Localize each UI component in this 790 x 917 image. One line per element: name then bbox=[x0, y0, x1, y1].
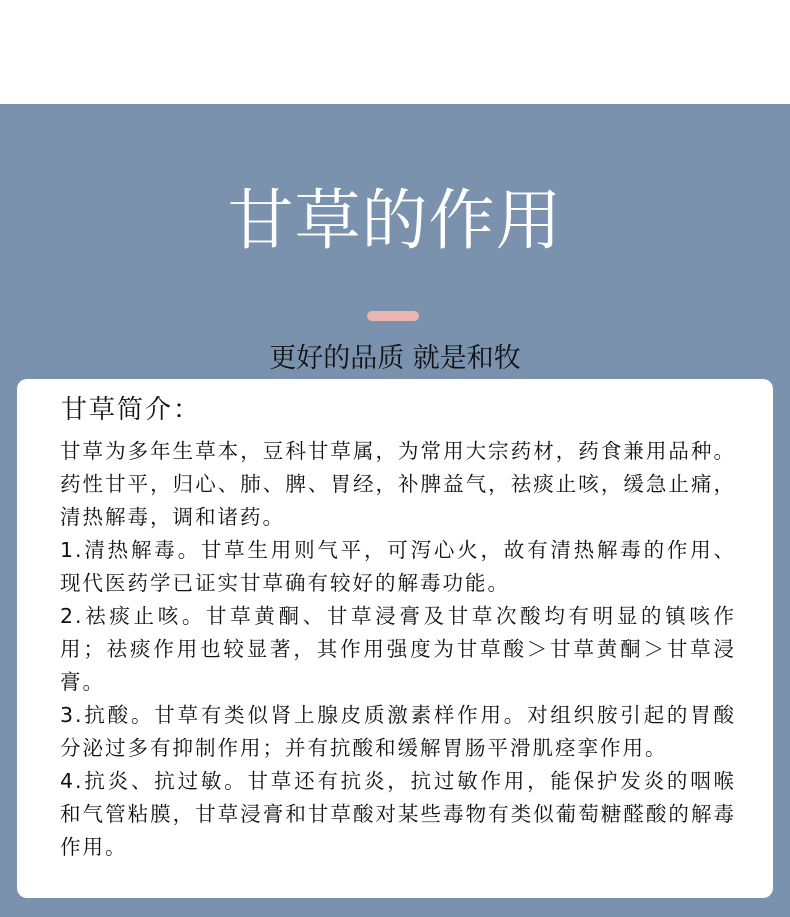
slogan: 更好的品质 就是和牧 bbox=[269, 343, 521, 374]
card-heading: 甘草简介： bbox=[61, 395, 202, 425]
paragraph-item-4: 4.抗炎、抗过敏。甘草还有抗炎，抗过敏作用，能保护发炎的咽喉和气管粘膜，甘草浸膏和甘草酸对某些毒物有类似葡萄糖醛酸的解毒作用。 bbox=[60, 769, 736, 859]
card-body bbox=[60, 435, 736, 864]
paragraph-intro: 甘草为多年生草本，豆科甘草属，为常用大宗药材，药食兼用品种。药性甘平，归心、肺、脾、胃经，补脾益气，祛痰止咳，缓急止痛，清热解毒，调和诸药。 bbox=[60, 439, 736, 529]
paragraph-item-2: 2.祛痰止咳。甘草黄酮、甘草浸膏及甘草次酸均有明显的镇咳作用；祛痰作用也较显著，其作用强度为甘草酸＞甘草黄酮＞甘草浸膏。 bbox=[60, 604, 736, 694]
paragraph-item-3: 3.抗酸。甘草有类似肾上腺皮质激素样作用。对组织胺引起的胃酸分泌过多有抑制作用；并有抗酸和缓解胃肠平滑肌痉挛作用。 bbox=[60, 703, 736, 760]
paragraph-item-1: 1.清热解毒。甘草生用则气平，可泻心火，故有清热解毒的作用、现代医药学已证实甘草确有较好的解毒功能。 bbox=[60, 538, 736, 595]
page-title: 甘草的作用 bbox=[227, 182, 563, 259]
intro-card bbox=[17, 379, 773, 898]
accent-divider bbox=[367, 311, 419, 321]
top-white-band bbox=[0, 0, 790, 104]
